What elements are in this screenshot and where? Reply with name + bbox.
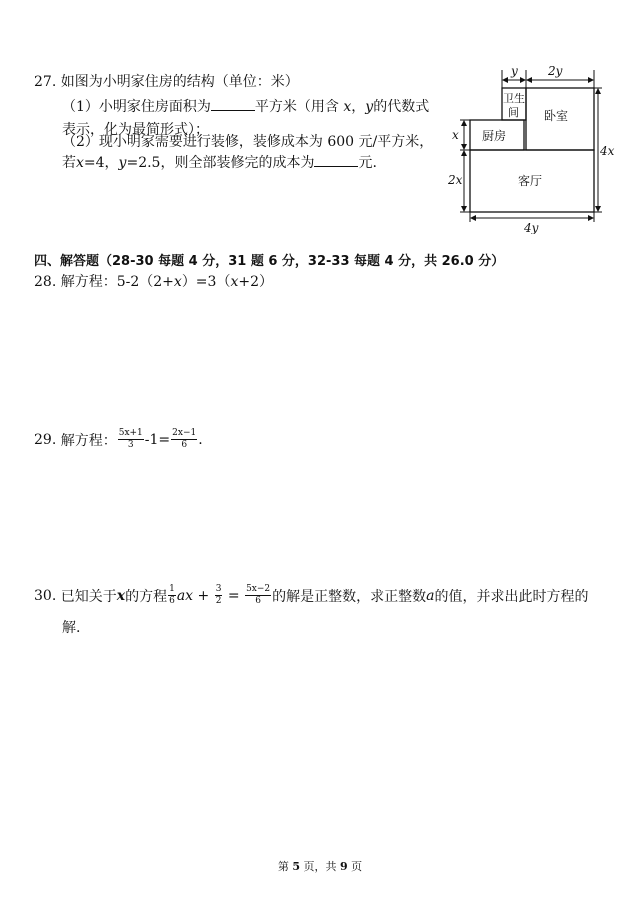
- footer-page-number: 5: [292, 860, 300, 873]
- dim-left-x: x: [452, 128, 459, 142]
- var-y: y: [365, 99, 374, 115]
- q27-part2-text4: =2.5，则全部装修完的成本为: [126, 155, 315, 171]
- q27-stem: 如图为小明家住房的结构（单位：米）: [60, 74, 299, 90]
- fraction-1: [118, 428, 144, 451]
- q28: [34, 271, 273, 291]
- term-ax: ax: [176, 587, 194, 604]
- q27-part2-text2: 若: [62, 155, 76, 171]
- room-kitchen: 厨房: [482, 129, 507, 143]
- q29-minus: -1=: [144, 431, 171, 448]
- fraction-denominator: 2: [215, 596, 222, 606]
- fraction-1-6: [168, 584, 176, 607]
- q27-part2-text3: =4，: [83, 155, 119, 171]
- q30-line1: [34, 584, 589, 607]
- fraction-denominator: 6: [181, 440, 188, 450]
- q27-part1-text4: 表示，化为最简形式）；: [62, 122, 209, 138]
- q29-end: .: [198, 431, 203, 448]
- var-a: a: [426, 587, 435, 604]
- q29: [34, 428, 203, 451]
- q30-text-c: 的解是正整数，求正整数: [272, 588, 427, 605]
- q29-number: 29.: [34, 431, 57, 448]
- cost-blank: [314, 152, 358, 167]
- var-y: y: [118, 155, 127, 171]
- q27-line1: [34, 71, 299, 91]
- q30-text-d: 的值，并求出此时方程的: [434, 588, 589, 605]
- fraction-numerator: 1: [169, 584, 175, 594]
- section-total: 26.0: [441, 254, 474, 269]
- room-bathroom-line1: 卫生: [503, 92, 525, 105]
- fraction-numerator: 5x+1: [118, 428, 143, 438]
- var-x: x: [116, 587, 126, 604]
- q27-part1: [62, 96, 429, 116]
- equals-sign: =: [223, 587, 245, 604]
- answer-blank-area: [211, 96, 255, 111]
- var-x: x: [230, 274, 239, 290]
- fraction-numerator: 5x−2: [246, 584, 271, 594]
- q27-part2: [62, 131, 433, 151]
- q27-part1-text2: 平方米（用含: [254, 99, 339, 115]
- q30-number: 30.: [34, 587, 57, 604]
- var-x: x: [343, 99, 352, 115]
- q27-number: 27.: [34, 74, 57, 90]
- dim-bottom-4y: 4y: [524, 221, 539, 234]
- q27-part1-text: （1）小明家住房面积为: [62, 99, 211, 115]
- section-title: 四、解答题（28-30 每题 4 分，31 题 6 分，32-33 每题 4 分，共: [34, 254, 442, 269]
- q30-line2: [62, 617, 80, 637]
- comma: ，: [351, 99, 366, 115]
- q27-part2-text5: 元.: [358, 155, 377, 171]
- section-suffix: 分）: [473, 254, 505, 269]
- var-x: x: [76, 155, 84, 171]
- footer-mid: 页，共: [300, 860, 340, 873]
- q30-text-a: 已知关于: [60, 588, 117, 605]
- footer-pre: 第: [277, 860, 293, 873]
- var-x: x: [173, 274, 182, 290]
- fraction-3-2: [215, 584, 223, 607]
- q27-part2-cont: [62, 152, 377, 172]
- fraction-denominator: 3: [127, 440, 134, 450]
- footer-post: 页: [347, 860, 363, 873]
- q30-line2-text: 解.: [62, 620, 81, 636]
- floor-plan-figure: [448, 62, 618, 234]
- q28-mid: ）=3（: [181, 274, 231, 290]
- room-bathroom-line2: 间: [508, 106, 519, 119]
- q28-number: 28.: [34, 274, 57, 290]
- fraction-2: [171, 428, 197, 451]
- dim-top-y: y: [511, 64, 518, 78]
- fraction-numerator: 2x−1: [172, 428, 197, 438]
- room-living: 客厅: [518, 174, 543, 188]
- page-footer: [0, 858, 640, 874]
- fraction-5x-2-6: [245, 584, 271, 607]
- q28-text: 解方程：5-2（2+: [60, 274, 174, 290]
- q30-text-b: 的方程: [125, 588, 168, 605]
- dim-left-2x: 2x: [448, 173, 463, 187]
- footer-total-pages: 9: [340, 860, 348, 873]
- dim-top-2y: 2y: [548, 64, 563, 78]
- room-bedroom: 卧室: [544, 109, 569, 123]
- q27-part2-text: （2）现小明家需要进行装修，装修成本为 600 元/平方米，: [62, 134, 434, 150]
- q27-part1-text3: 的代数式: [373, 99, 430, 115]
- fraction-denominator: 6: [255, 596, 261, 606]
- plus-sign: +: [193, 587, 214, 604]
- fraction-numerator: 3: [215, 584, 222, 594]
- section-heading: [34, 250, 504, 269]
- dim-right-4x: 4x: [600, 144, 615, 158]
- q29-label: 解方程：: [60, 432, 117, 449]
- q28-end: +2）: [238, 274, 273, 290]
- fraction-denominator: 6: [169, 596, 175, 606]
